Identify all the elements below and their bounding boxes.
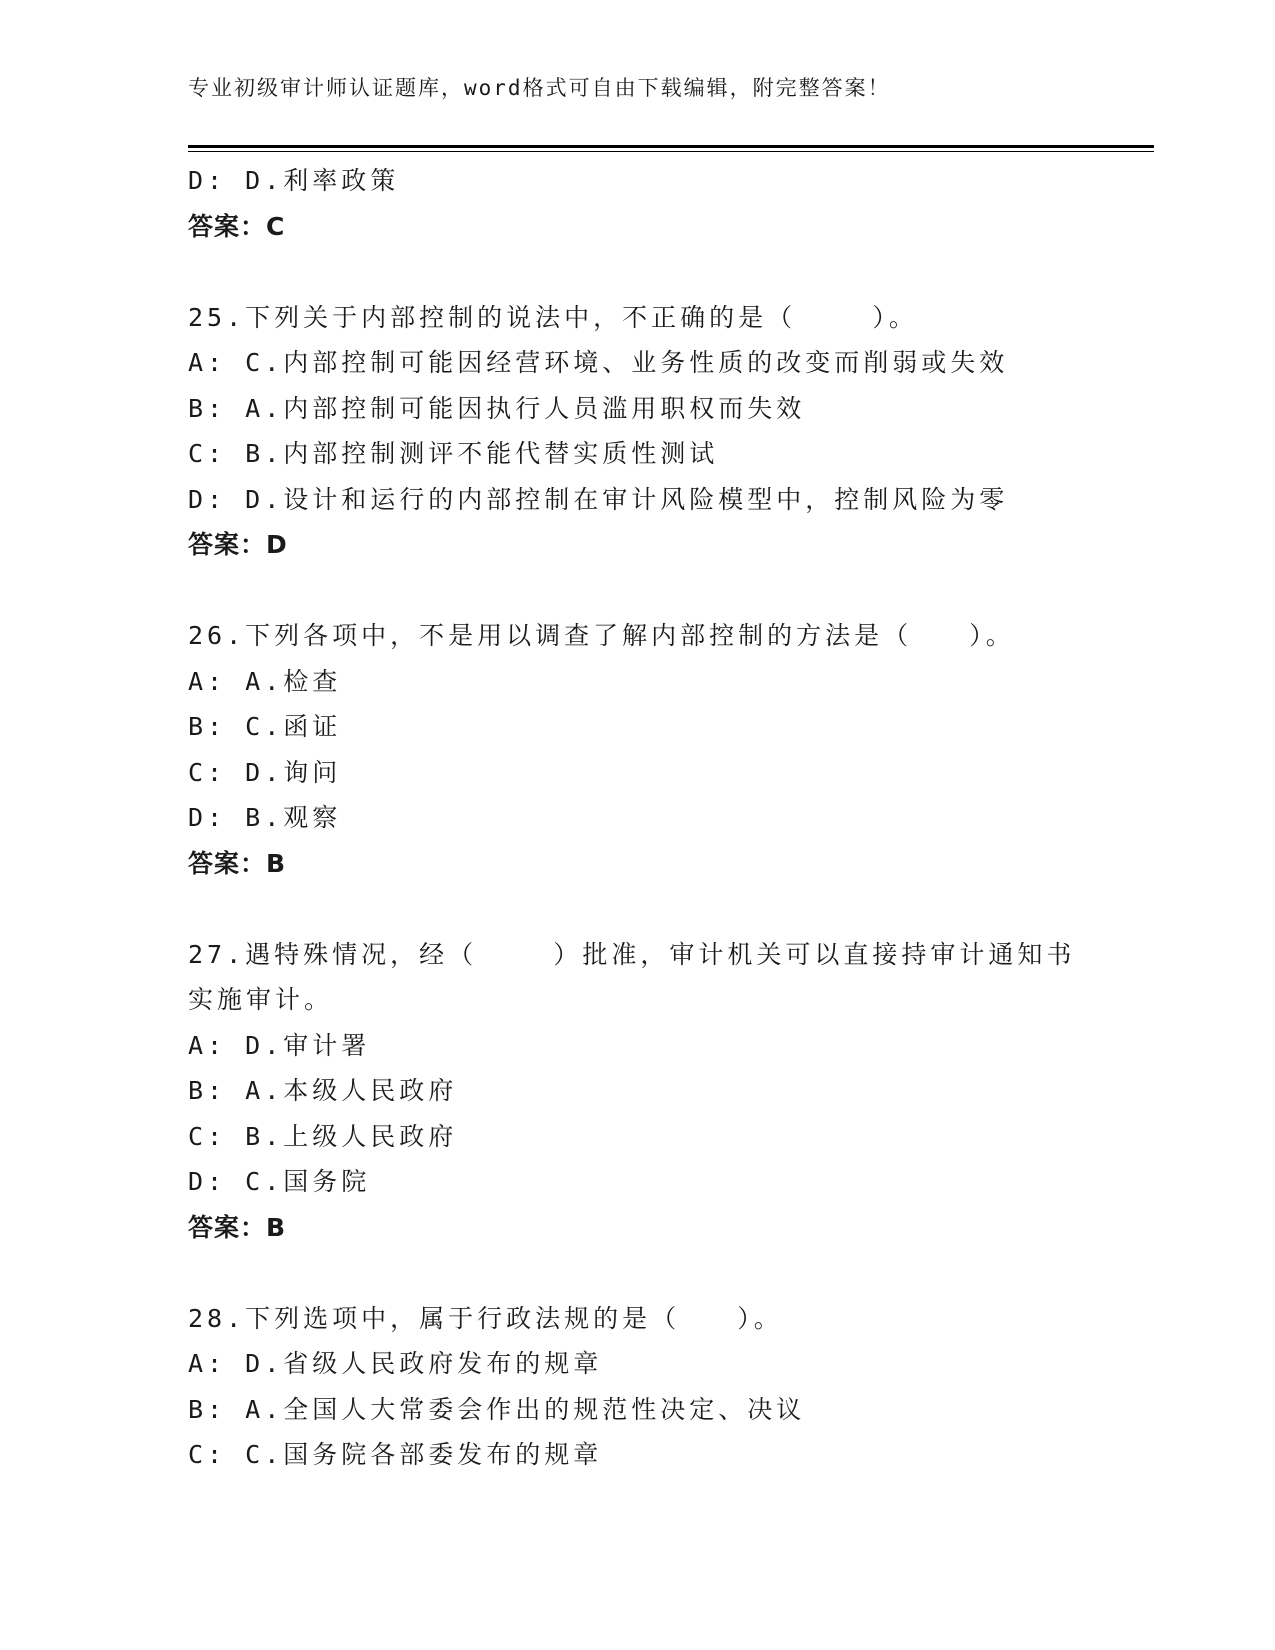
option-line: C: C.国务院各部委发布的规章 (188, 1440, 603, 1469)
option-line: A: D.省级人民政府发布的规章 (188, 1349, 603, 1378)
answer-line: 答案：B (188, 1212, 287, 1242)
option-line: D: D.设计和运行的内部控制在审计风险模型中，控制风险为零 (188, 484, 1009, 514)
question-text: 28.下列选项中，属于行政法规的是（ ）。 (188, 1303, 783, 1333)
question-text: 26.下列各项中，不是用以调查了解内部控制的方法是（ ）。 (188, 621, 1015, 650)
option-line: D: B.观察 (188, 803, 342, 832)
question-text: 27.遇特殊情况，经（ ）批准，审计机关可以直接持审计通知书 (188, 939, 1076, 969)
option-line: A: A.检查 (188, 666, 342, 696)
option-line: D: D.利率政策 (188, 166, 400, 195)
option-line: C: B.内部控制测评不能代替实质性测试 (188, 439, 719, 468)
option-line: A: C.内部控制可能因经营环境、业务性质的改变而削弱或失效 (188, 348, 1009, 377)
option-line: C: D.询问 (188, 757, 342, 787)
option-line: B: A.内部控制可能因执行人员滥用职权而失效 (188, 393, 806, 423)
option-line: D: C.国务院 (188, 1167, 371, 1196)
option-line: A: D.审计署 (188, 1030, 371, 1060)
option-line: B: C.函证 (188, 712, 342, 741)
option-line: C: B.上级人民政府 (188, 1121, 458, 1151)
answer-line: 答案：D (188, 530, 288, 559)
question-text: 25.下列关于内部控制的说法中，不正确的是（ ）。 (188, 302, 918, 332)
blank-line (188, 1250, 1154, 1296)
question-content (188, 158, 1154, 1478)
blank-line (188, 568, 1154, 614)
option-line: B: A.全国人大常委会作出的规范性决定、决议 (188, 1394, 806, 1424)
option-line: B: A.本级人民政府 (188, 1076, 458, 1105)
answer-line: 答案：C (188, 211, 286, 241)
question-text: 实施审计。 (188, 985, 334, 1014)
page-header: 专业初级审计师认证题库，word格式可自由下载编辑，附完整答案！ (188, 76, 891, 100)
header-rule-thick (188, 145, 1154, 148)
blank-line (188, 249, 1154, 295)
header-rule-thin (188, 151, 1154, 152)
answer-line: 答案：B (188, 848, 287, 878)
blank-line (188, 886, 1154, 932)
